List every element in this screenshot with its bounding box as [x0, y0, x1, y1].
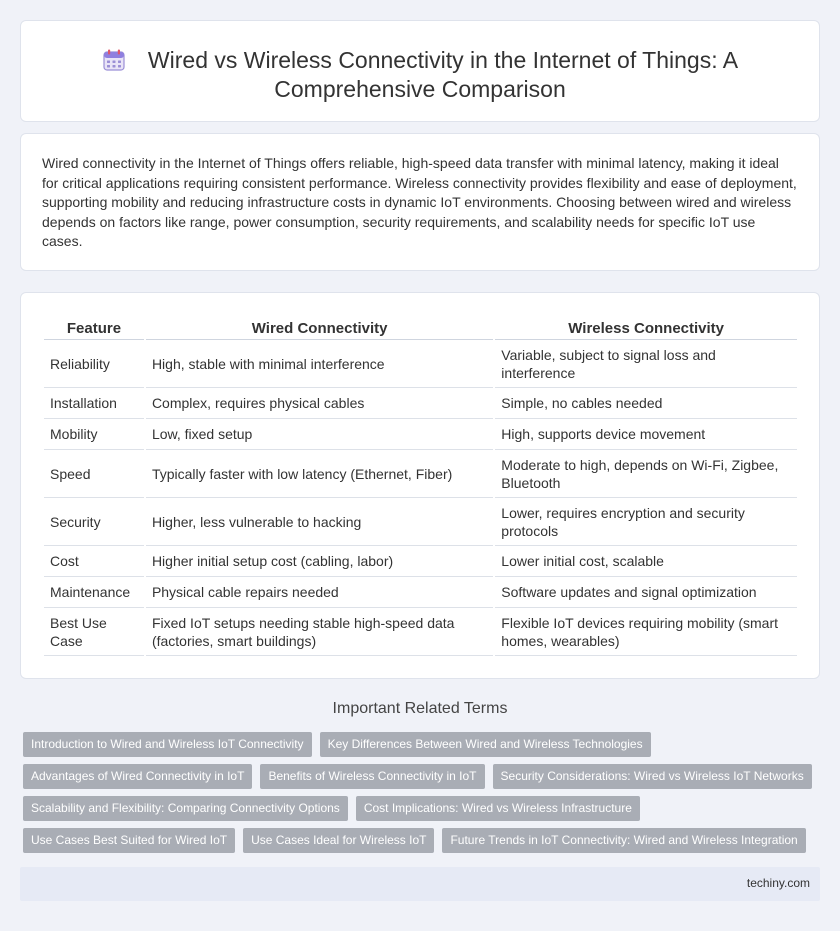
related-term-link[interactable]: Use Cases Best Suited for Wired IoT: [23, 828, 235, 853]
feature-cell: Installation: [44, 388, 144, 419]
wireless-cell: Lower, requires encryption and security protocols: [495, 498, 797, 546]
wireless-cell: Lower initial cost, scalable: [495, 546, 797, 577]
wired-cell: High, stable with minimal interference: [146, 340, 493, 388]
tag-row: [23, 796, 823, 821]
title-card: [20, 20, 820, 122]
feature-cell: Cost: [44, 546, 144, 577]
wireless-cell: Simple, no cables needed: [495, 388, 797, 419]
tag-row: [23, 828, 823, 853]
related-term-link[interactable]: Key Differences Between Wired and Wireless Technologies: [320, 732, 651, 757]
wireless-cell: Variable, subject to signal loss and interference: [495, 340, 797, 388]
related-term-link[interactable]: Introduction to Wired and Wireless IoT Connectivity: [23, 732, 312, 757]
feature-cell: Speed: [44, 450, 144, 498]
title-wrap: [61, 46, 779, 104]
wired-cell: Low, fixed setup: [146, 419, 493, 450]
intro-paragraph: Wired connectivity in the Internet of Things offers reliable, high-speed data transfer with minimal latency, making it ideal for critical applications requiring consistent performance. Wireless connectivity provides flexibility and ease of deployment, supporting mobility and reducing infrastructure costs in dynamic IoT environments. Choosing between wired and wireless depends on factors like range, power consumption, security requirements, and scalability needs for specific IoT use cases.: [42, 155, 797, 249]
comparison-table: [42, 316, 799, 656]
header-wireless: Wireless Connectivity: [495, 316, 797, 340]
related-term-link[interactable]: Future Trends in IoT Connectivity: Wired and Wireless Integration: [442, 828, 805, 853]
wireless-cell: Flexible IoT devices requiring mobility (smart homes, wearables): [495, 608, 797, 656]
related-term-link[interactable]: Scalability and Flexibility: Comparing Connectivity Options: [23, 796, 348, 821]
table-row: [44, 577, 797, 608]
tag-row: [23, 732, 823, 757]
wired-cell: Physical cable repairs needed: [146, 577, 493, 608]
feature-cell: Mobility: [44, 419, 144, 450]
table-row: [44, 546, 797, 577]
table-header-row: [44, 316, 797, 340]
header-feature: Feature: [44, 316, 144, 340]
table-row: [44, 450, 797, 498]
comparison-card: [20, 292, 820, 679]
related-term-link[interactable]: Benefits of Wireless Connectivity in IoT: [260, 764, 484, 789]
table-row: [44, 608, 797, 656]
calendar-icon: [102, 48, 126, 72]
table-row: [44, 419, 797, 450]
footer-bar: [20, 867, 820, 901]
related-terms-heading: Important Related Terms: [332, 700, 508, 717]
related-term-link[interactable]: Security Considerations: Wired vs Wireless IoT Networks: [493, 764, 812, 789]
related-terms-list: [23, 732, 823, 860]
page-title: Wired vs Wireless Connectivity in the Internet of Things: A Comprehensive Comparison: [147, 47, 739, 102]
wireless-cell: High, supports device movement: [495, 419, 797, 450]
wireless-cell: Moderate to high, depends on Wi-Fi, Zigbee, Bluetooth: [495, 450, 797, 498]
wired-cell: Complex, requires physical cables: [146, 388, 493, 419]
footer-site-link[interactable]: techiny.com: [746, 876, 810, 890]
feature-cell: Reliability: [44, 340, 144, 388]
tag-row: [23, 764, 823, 789]
feature-cell: Security: [44, 498, 144, 546]
wired-cell: Fixed IoT setups needing stable high-speed data (factories, smart buildings): [146, 608, 493, 656]
related-term-link[interactable]: Advantages of Wired Connectivity in IoT: [23, 764, 252, 789]
feature-cell: Best Use Case: [44, 608, 144, 656]
table-row: [44, 340, 797, 388]
related-term-link[interactable]: Use Cases Ideal for Wireless IoT: [243, 828, 434, 853]
wired-cell: Typically faster with low latency (Ethernet, Fiber): [146, 450, 493, 498]
table-row: [44, 388, 797, 419]
feature-cell: Maintenance: [44, 577, 144, 608]
header-wired: Wired Connectivity: [146, 316, 493, 340]
wired-cell: Higher, less vulnerable to hacking: [146, 498, 493, 546]
intro-card: [20, 133, 820, 271]
table-row: [44, 498, 797, 546]
wireless-cell: Software updates and signal optimization: [495, 577, 797, 608]
related-term-link[interactable]: Cost Implications: Wired vs Wireless Infrastructure: [356, 796, 640, 821]
wired-cell: Higher initial setup cost (cabling, labor): [146, 546, 493, 577]
